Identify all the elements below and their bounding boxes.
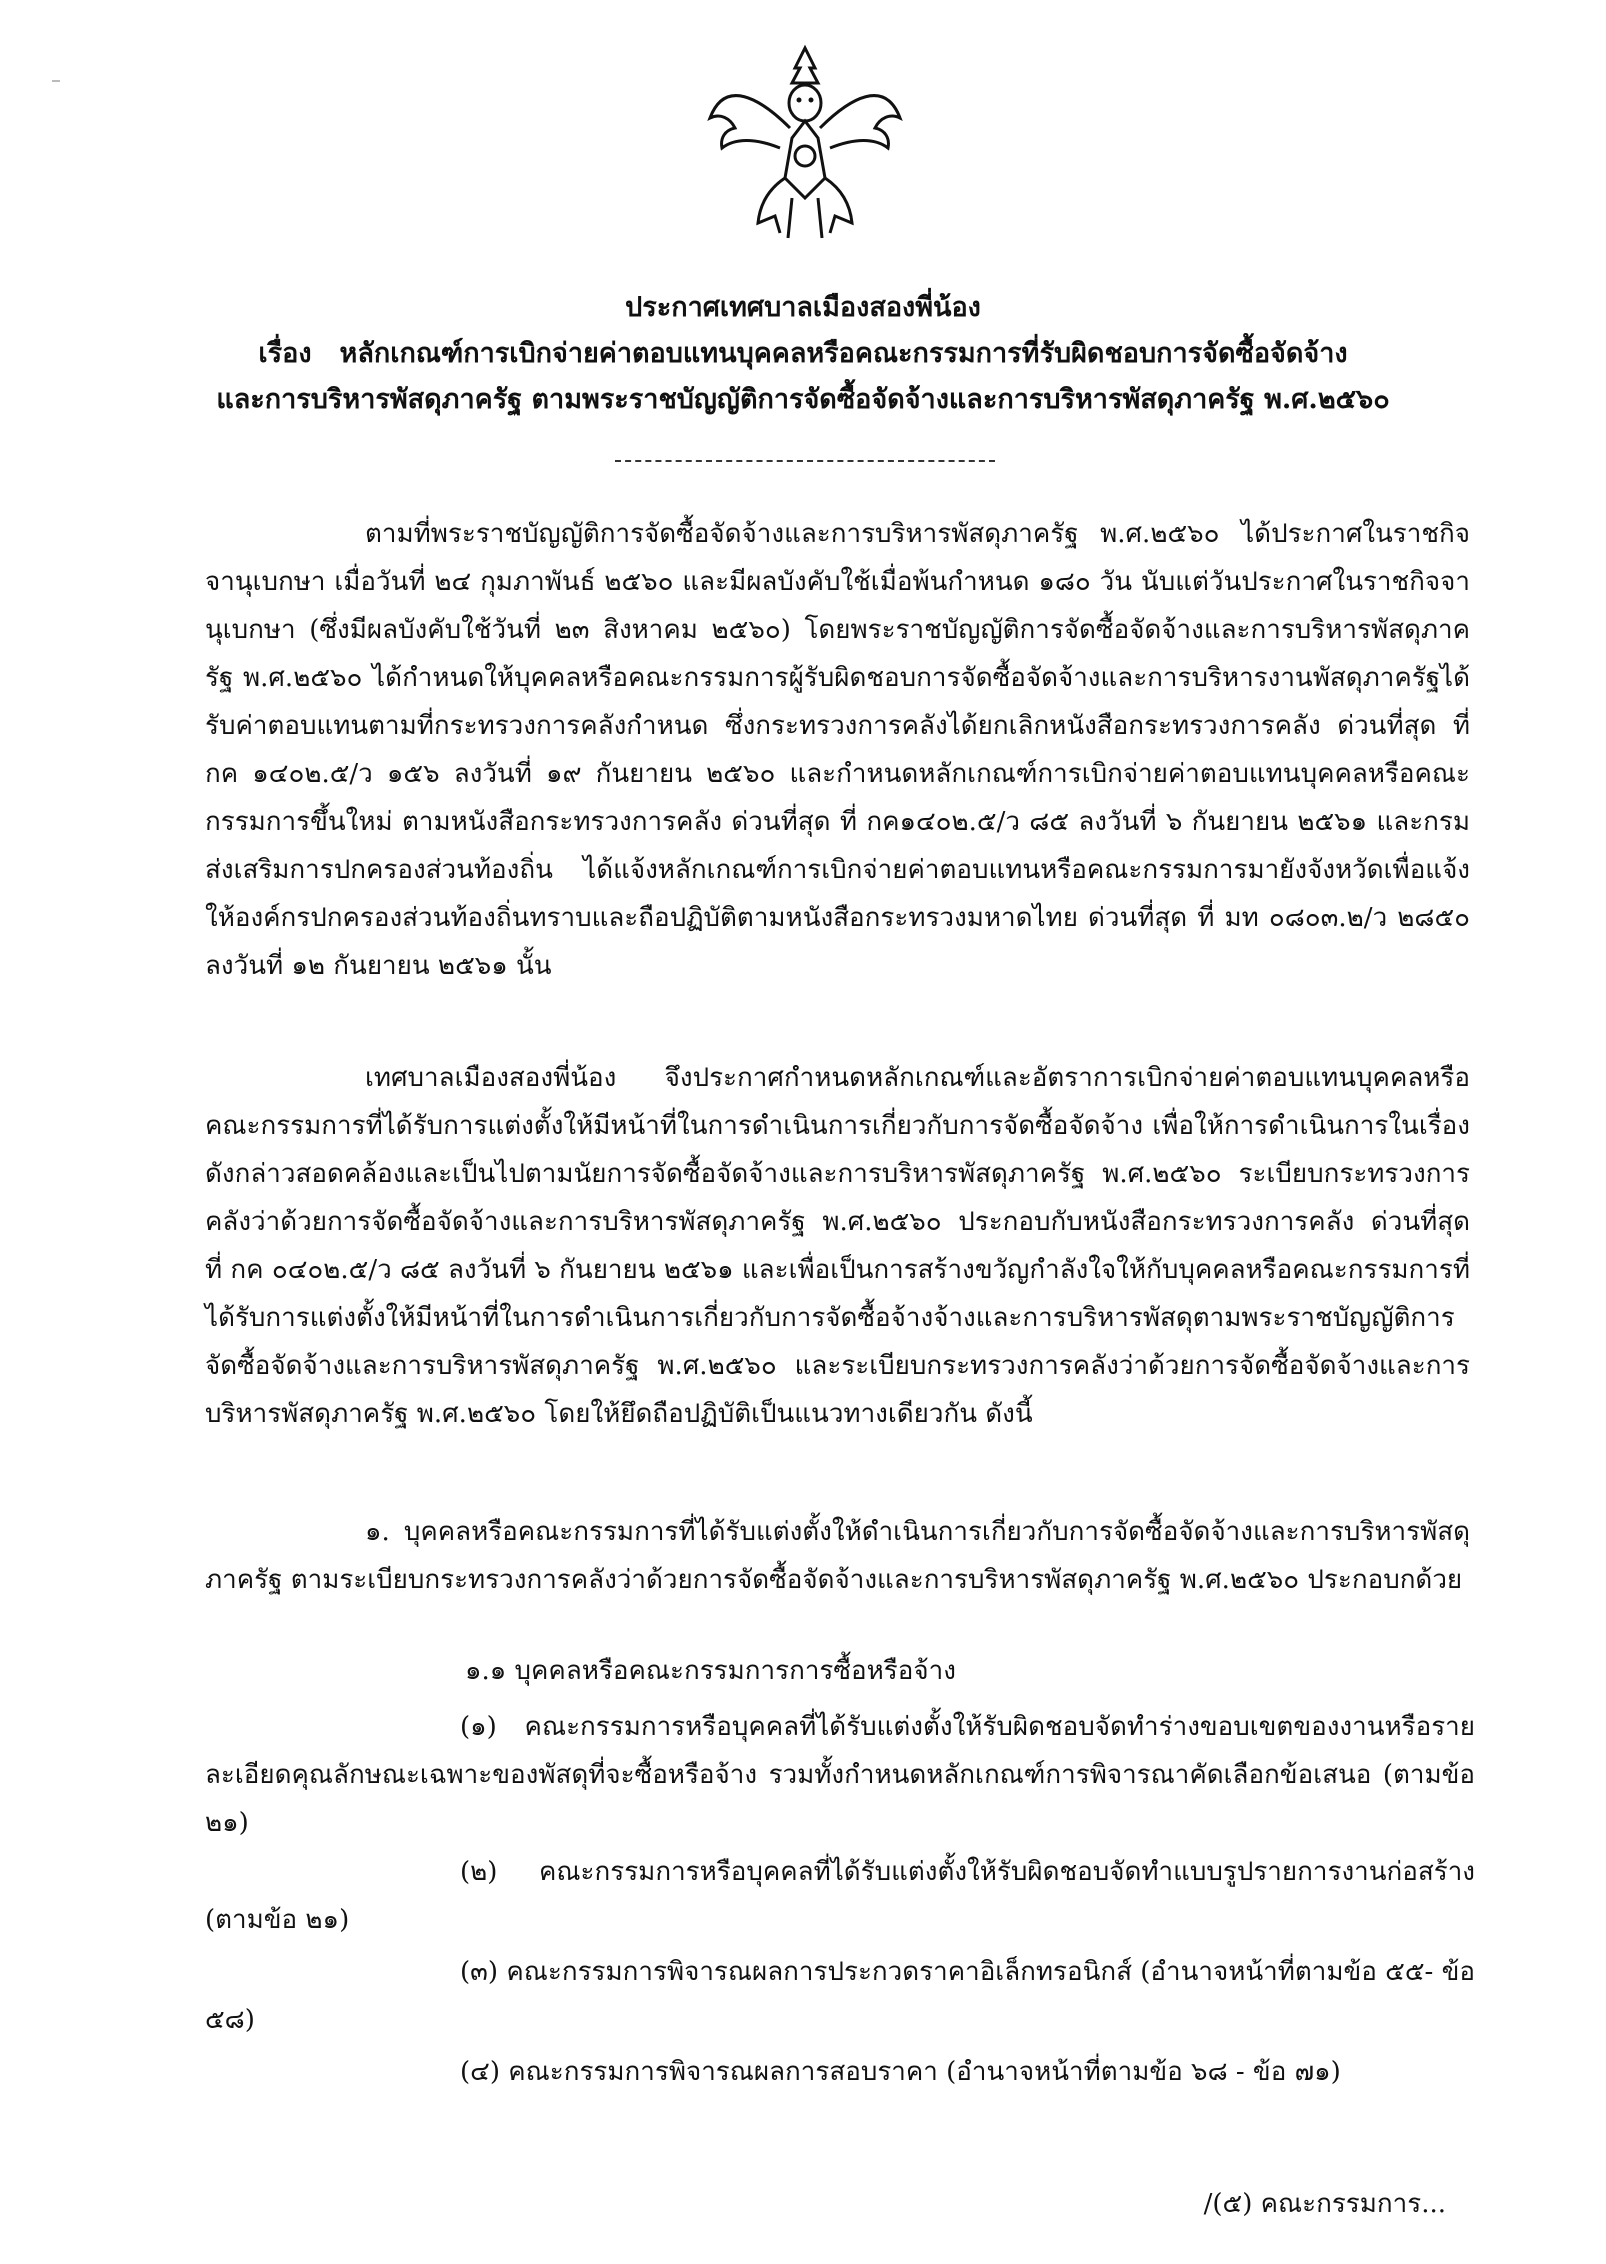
continuation-note: /(๕) คณะกรรมการ...: [1203, 2189, 1446, 2219]
subject-text-1: หลักเกณฑ์การเบิกจ่ายค่าตอบแทนบุคคลหรือคณะกรรมการที่รับผิดชอบการจัดซื้อจัดจ้าง: [339, 338, 1348, 369]
paragraph-1: ตามที่พระราชบัญญัติการจัดซื้อจัดจ้างและการบริหารพัสดุภาครัฐ พ.ศ.๒๕๖๐ ได้ประกาศในราชกิจจานุเบกษา เมื่อวันที่ ๒๔ กุมภาพันธ์ ๒๕๖๐ และมีผลบังคับใช้เมื่อพ้นกำหนด ๑๘๐ วัน นับแต่วันประกาศในราชกิจจานุเบกษา (ซึ่งมีผลบังคับใช้วันที่ ๒๓ สิงหาคม ๒๕๖๐) โดยพระราชบัญญัติการจัดซื้อจัดจ้างและการบริหารพัสดุภาครัฐ พ.ศ.๒๕๖๐ ได้กำหนดให้บุคคลหรือคณะกรรมการผู้รับผิดชอบการจัดซื้อจัดจ้างและการบริหารงานพัสดุภาครัฐได้รับค่าตอบแทนตามที่กระทรวงการคลังกำหนด ซึ่งกระทรวงการคลังได้ยกเลิกหนังสือกระทรวงการคลัง ด่วนที่สุด ที่ กค ๑๔๐๒.๕/ว ๑๕๖ ลงวันที่ ๑๙ กันยายน ๒๕๖๐ และกำหนดหลักเกณฑ์การเบิกจ่ายค่าตอบแทนบุคคลหรือคณะกรรมการขึ้นใหม่ ตามหนังสือกระทรวงการคลัง ด่วนที่สุด ที่ กค๑๔๐๒.๕/ว ๘๕ ลงวันที่ ๖ กันยายน ๒๕๖๑ และกรมส่งเสริมการปกครองส่วนท้องถิ่น ได้แจ้งหลักเกณฑ์การเบิกจ่ายค่าตอบแทนหรือคณะกรรมการมายังจังหวัดเพื่อแจ้งให้องค์กรปกครองส่วนท้องถิ่นทราบและถือปฏิบัติตามหนังสือกระทรวงมหาดไทย ด่วนที่สุด ที่ มท ๐๘๐๓.๒/ว ๒๘๕๐ ลงวันที่ ๑๒ กันยายน ๒๕๖๑ นั้น: [205, 519, 1470, 981]
garuda-emblem-icon: [700, 38, 910, 248]
paragraph-2: เทศบาลเมืองสองพี่น้อง จึงประกาศกำหนดหลักเกณฑ์และอัตราการเบิกจ่ายค่าตอบแทนบุคคลหรือคณะกรรมการที่ได้รับการแต่งตั้งให้มีหน้าที่ในการดำเนินการเกี่ยวกับการจัดซื้อจัดจ้าง เพื่อให้การดำเนินการในเรื่องดังกล่าวสอดคล้องและเป็นไปตามนัยการจัดซื้อจัดจ้างและการบริหารพัสดุภาครัฐ พ.ศ.๒๕๖๐ ระเบียบกระทรวงการคลังว่าด้วยการจัดซื้อจัดจ้างและการบริหารพัสดุภาครัฐ พ.ศ.๒๕๖๐ ประกอบกับหนังสือกระทรวงการคลัง ด่วนที่สุด ที่ กค ๐๔๐๒.๕/ว ๘๕ ลงวันที่ ๖ กันยายน ๒๕๖๑ และเพื่อเป็นการสร้างขวัญกำลังใจให้กับบุคคลหรือคณะกรรมการที่ได้รับการแต่งตั้งให้มีหน้าที่ในการดำเนินการเกี่ยวกับการจัดซื้อจ้างจ้างและการบริหารพัสดุตามพระราชบัญญัติการจัดซื้อจัดจ้างและการบริหารพัสดุภาครัฐ พ.ศ.๒๕๖๐ และระเบียบกระทรวงการคลังว่าด้วยการจัดซื้อจัดจ้างและการบริหารพัสดุภาครัฐ พ.ศ.๒๕๖๐ โดยให้ยึดถือปฏิบัติเป็นแนวทางเดียวกัน ดังนี้: [205, 1063, 1470, 1429]
announcement-title: ประกาศเทศบาลเมืองสองพี่น้อง: [625, 292, 981, 323]
list-item-4: (๔) คณะกรรมการพิจารณผลการสอบราคา (อำนาจหน้าที่ตามข้อ ๖๘ - ข้อ ๗๑): [460, 2057, 1341, 2087]
subject-line-1: [0, 331, 1606, 377]
subject-line-2: และการบริหารพัสดุภาครัฐ ตามพระราชบัญญัติการจัดซื้อจัดจ้างและการบริหารพัสดุภาครัฐ พ.ศ.๒๕๖๐: [216, 384, 1390, 415]
list-item-1: (๑) คณะกรรมการหรือบุคคลที่ได้รับแต่งตั้งให้รับผิดชอบจัดทำร่างขอบเขตของงานหรือรายละเอียดคุณลักษณะเฉพาะของพัสดุที่จะซื้อหรือจ้าง รวมทั้งกำหนดหลักเกณฑ์การพิจารณาคัดเลือกข้อเสนอ (ตามข้อ ๒๑): [205, 1712, 1475, 1838]
list-item-3: (๓) คณะกรรมการพิจารณผลการประกวดราคาอิเล็กทรอนิกส์ (อำนาจหน้าที่ตามข้อ ๕๕- ข้อ ๕๘): [205, 1957, 1475, 2035]
scan-mark: [52, 80, 60, 82]
list-item-2: (๒) คณะกรรมการหรือบุคคลที่ได้รับแต่งตั้งให้รับผิดชอบจัดทำแบบรูปรายการงานก่อสร้าง (ตามข้อ ๒๑): [205, 1857, 1475, 1935]
subject-label: เรื่อง: [258, 338, 312, 369]
sub-heading-1-1: ๑.๑ บุคคลหรือคณะกรรมการการซื้อหรือจ้าง: [465, 1656, 956, 1686]
title-block: [0, 285, 1606, 423]
paragraph-3: ๑. บุคคลหรือคณะกรรมการที่ได้รับแต่งตั้งให้ดำเนินการเกี่ยวกับการจัดซื้อจัดจ้างและการบริหารพัสดุภาครัฐ ตามระเบียบกระทรวงการคลังว่าด้วยการจัดซื้อจัดจ้างและการบริหารพัสดุภาครัฐ พ.ศ.๒๕๖๐ ประกอบกด้วย: [205, 1517, 1470, 1595]
separator-line: [615, 460, 995, 462]
